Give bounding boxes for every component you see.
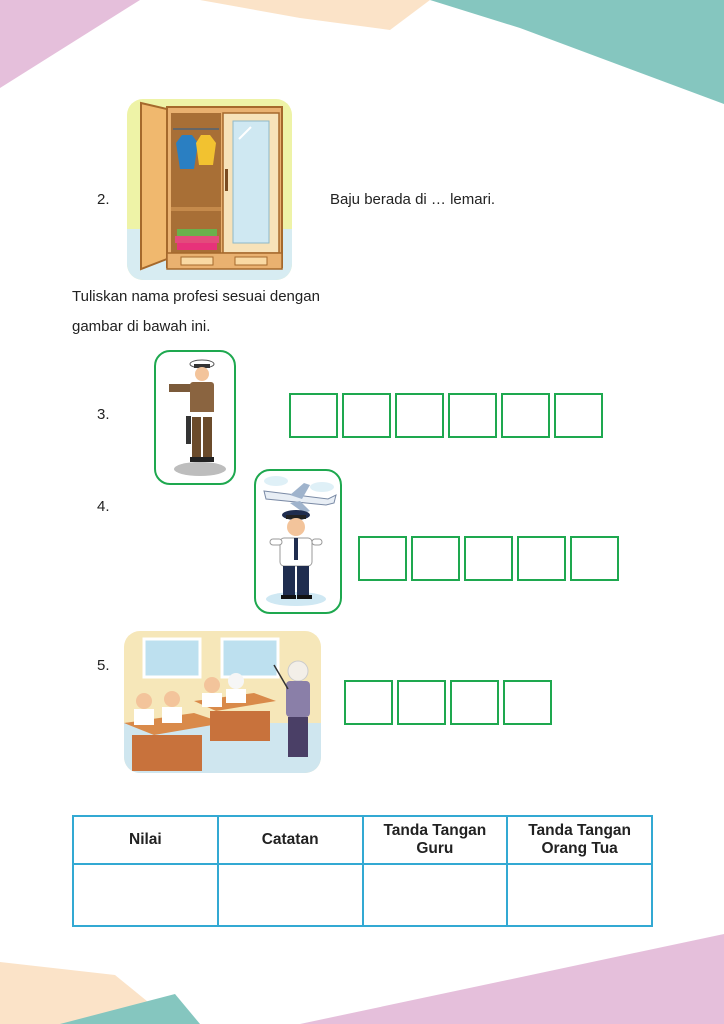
header-catatan: Catatan (218, 816, 363, 864)
answer-box[interactable] (448, 393, 497, 438)
answer-box[interactable] (570, 536, 619, 581)
answer-box[interactable] (395, 393, 444, 438)
answer-box[interactable] (554, 393, 603, 438)
answer-box[interactable] (411, 536, 460, 581)
answer-box[interactable] (501, 393, 550, 438)
answer-boxes-4 (358, 536, 619, 581)
answer-box[interactable] (450, 680, 499, 725)
instruction-line-2: gambar di bawah ini. (72, 318, 211, 335)
score-table-row (73, 864, 652, 926)
answer-box[interactable] (358, 536, 407, 581)
answer-boxes-3 (289, 393, 603, 438)
top-peach-shape (200, 0, 430, 30)
traffic-police-illustration (154, 350, 236, 485)
question-number: 4. (97, 498, 110, 515)
tanda-tangan-orang-tua-cell[interactable] (507, 864, 652, 926)
answer-box[interactable] (517, 536, 566, 581)
header-tanda-tangan-orang-tua: Tanda Tangan Orang Tua (507, 816, 652, 864)
question-number: 3. (97, 406, 110, 423)
nilai-cell[interactable] (73, 864, 218, 926)
tanda-tangan-guru-cell[interactable] (363, 864, 508, 926)
instruction-line-1: Tuliskan nama profesi sesuai dengan (72, 288, 320, 305)
top-right-teal-shape (430, 0, 724, 104)
top-left-pink-shape (0, 0, 140, 88)
wardrobe-illustration (127, 99, 292, 280)
question-number: 2. (97, 191, 110, 208)
answer-box[interactable] (344, 680, 393, 725)
score-table-header-row (73, 816, 652, 864)
score-table (72, 815, 653, 927)
bottom-right-pink-shape (300, 934, 724, 1024)
answer-box[interactable] (464, 536, 513, 581)
header-tanda-tangan-guru: Tanda Tangan Guru (363, 816, 508, 864)
classroom-teacher-illustration (124, 631, 321, 773)
header-nilai: Nilai (73, 816, 218, 864)
question-number: 5. (97, 657, 110, 674)
pilot-illustration (254, 469, 342, 614)
answer-boxes-5 (344, 680, 552, 725)
answer-box[interactable] (342, 393, 391, 438)
question-2-text: Baju berada di … lemari. (330, 191, 496, 208)
answer-box[interactable] (503, 680, 552, 725)
answer-box[interactable] (397, 680, 446, 725)
answer-box[interactable] (289, 393, 338, 438)
catatan-cell[interactable] (218, 864, 363, 926)
